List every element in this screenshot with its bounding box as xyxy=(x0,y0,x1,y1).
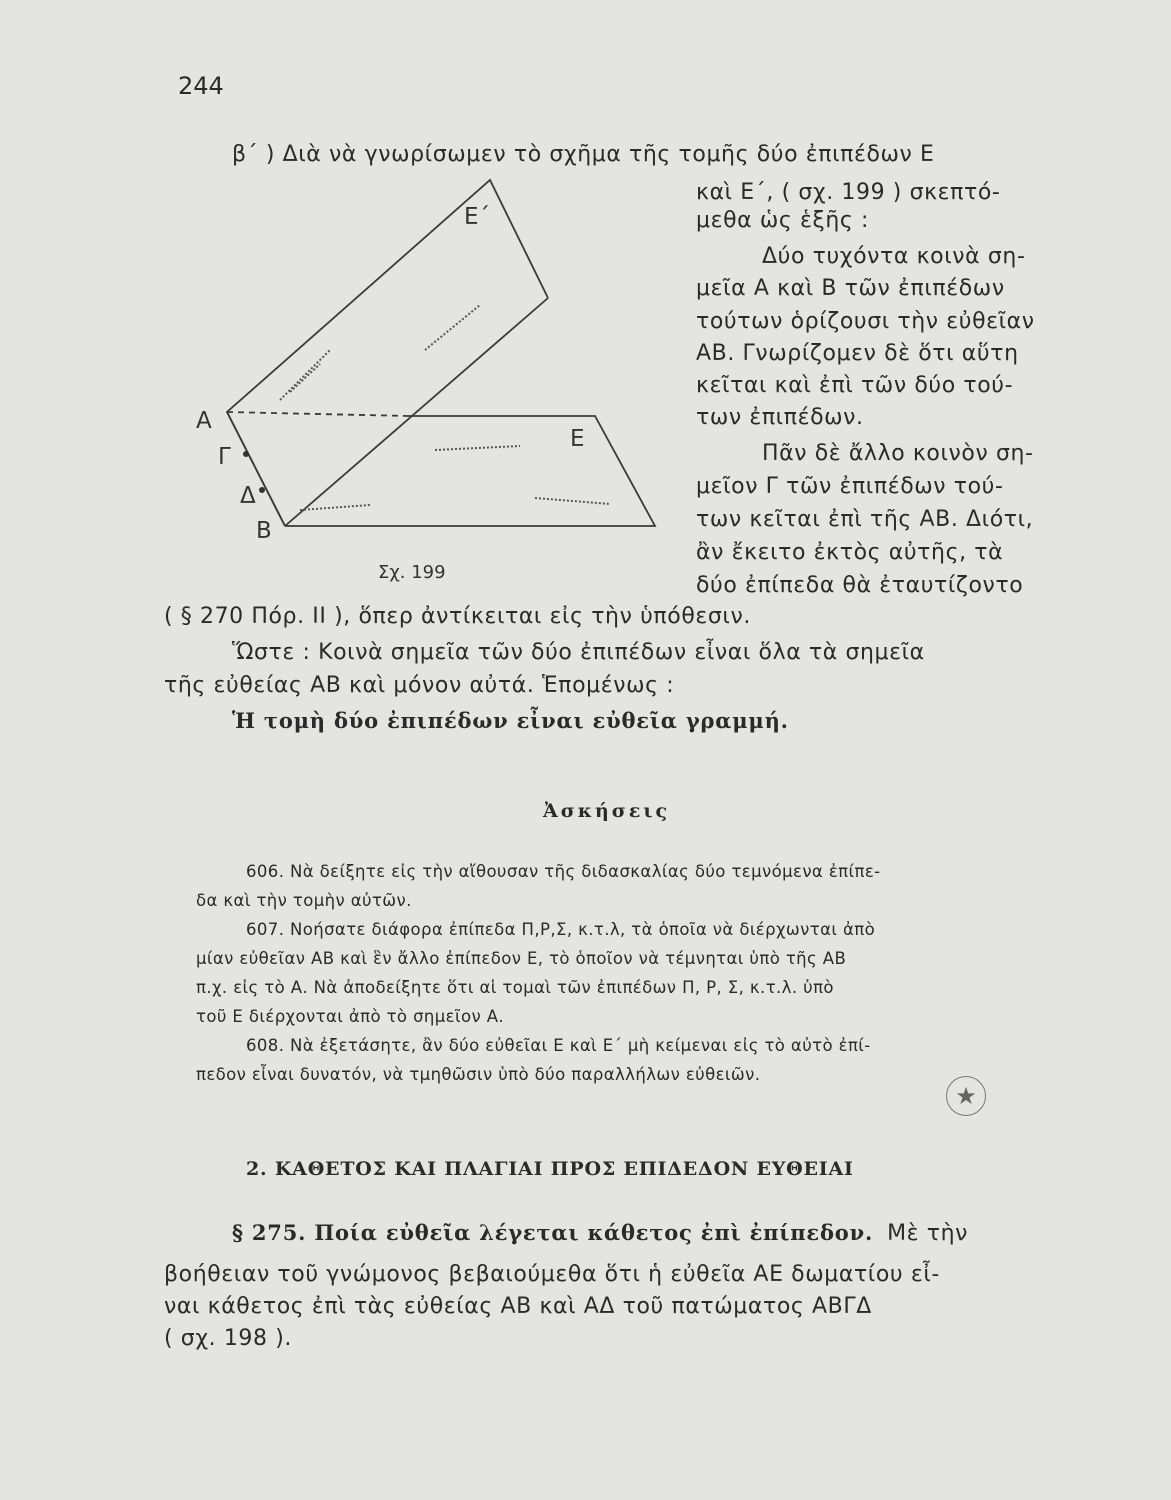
exercises-title: Ἀσκήσεις xyxy=(543,800,671,822)
exercise-line: μίαν εὐθεῖαν ΑΒ καὶ ἓν ἄλλο ἐπίπεδον Ε, τὸ ὁποῖον νὰ τέμνηται ὑπὸ τῆς ΑΒ xyxy=(196,949,847,968)
figure-caption: Σχ. 199 xyxy=(378,562,446,583)
exercise-line: πεδον εἶναι δυνατόν, νὰ τμηθῶσιν ὑπὸ δύο παραλλήλων εὐθειῶν. xyxy=(196,1065,761,1084)
text-line: Δύο τυχόντα κοινὰ ση- xyxy=(762,244,1026,269)
text-line: μεῖον Γ τῶν ἐπιπέδων τού- xyxy=(696,474,1004,499)
theorem-statement: Ἡ τομὴ δύο ἐπιπέδων εἶναι εὐθεῖα γραμμή. xyxy=(232,708,789,733)
line-ab xyxy=(227,412,285,526)
text-line: ( σχ. 198 ). xyxy=(164,1326,292,1351)
text-line: κεῖται καὶ ἐπὶ τῶν δύο τού- xyxy=(696,373,1014,398)
text-line: καὶ Ε΄, ( σχ. 199 ) σκεπτό- xyxy=(696,180,1001,205)
exercise-line: 607. Νοήσατε διάφορα ἐπίπεδα Π,Ρ,Σ, κ.τ.λ, τὰ ὁποῖα νὰ διέρχωνται ἀπὸ xyxy=(246,920,876,939)
exercise-line: 608. Νὰ ἐξετάσητε, ἂν δύο εὐθεῖαι Ε καὶ Ε΄ μὴ κείμεναι εἰς τὸ αὐτὸ ἐπί- xyxy=(246,1036,871,1055)
library-stamp: ★ xyxy=(946,1076,986,1116)
text-line: Ὥστε : Κοινὰ σημεῖα τῶν δύο ἐπιπέδων εἶναι ὅλα τὰ σημεῖα xyxy=(232,640,925,665)
text-line: βοήθειαν τοῦ γνώμονος βεβαιούμεθα ὅτι ἡ εὐθεῖα ΑΕ δωματίου εἶ- xyxy=(164,1262,940,1287)
label-e-prime: Ε΄ xyxy=(464,204,491,230)
section-heading: 2. ΚΑΘΕΤΟΣ ΚΑΙ ΠΛΑΓΙΑΙ ΠΡΟΣ ΕΠΙΔΕΔΟΝ ΕΥΘΕΙΑΙ xyxy=(246,1158,854,1180)
shading-mark xyxy=(535,498,610,504)
text-line: τῆς εὐθείας ΑΒ καὶ μόνον αὐτά. Ἑπομένως : xyxy=(164,673,675,698)
hidden-edge xyxy=(227,412,408,416)
exercise-line: δα καὶ τὴν τομὴν αὐτῶν. xyxy=(196,891,412,910)
text-line: ( § 270 Πόρ. ΙΙ ), ὅπερ ἀντίκειται εἰς τὴν ὑπόθεσιν. xyxy=(164,604,751,629)
point-g xyxy=(243,451,249,457)
text-line: μεῖα Α καὶ Β τῶν ἐπιπέδων xyxy=(696,276,1005,301)
label-b: Β xyxy=(256,518,272,544)
text-line: τούτων ὁρίζουσι τὴν εὐθεῖαν xyxy=(696,309,1035,334)
text-line: β΄ ) Διὰ νὰ γνωρίσωμεν τὸ σχῆμα τῆς τομῆς δύο ἐπιπέδων Ε xyxy=(232,142,935,167)
section-first-rest: Μὲ τὴν xyxy=(887,1221,969,1246)
shading-mark xyxy=(435,446,520,450)
label-e: Ε xyxy=(570,426,585,452)
text-line: των ἐπιπέδων. xyxy=(696,405,864,430)
plane-e-prime-outline xyxy=(227,180,548,526)
exercise-line: π.χ. εἰς τὸ Α. Νὰ ἀποδείξητε ὅτι αἱ τομαὶ τῶν ἐπιπέδων Π, Ρ, Σ, κ.τ.λ. ὑπὸ xyxy=(196,978,834,997)
text-line: μεθα ὡς ἑξῆς : xyxy=(696,208,869,233)
figure-199 xyxy=(190,170,680,590)
intersection-line-ab xyxy=(285,298,548,526)
text-line: ναι κάθετος ἐπὶ τὰς εὐθείας ΑΒ καὶ ΑΔ τοῦ πατώματος ΑΒΓΔ xyxy=(164,1294,872,1319)
section-first-line xyxy=(232,1220,968,1246)
shading-mark xyxy=(300,505,370,510)
label-g: Γ xyxy=(218,444,231,470)
section-bold-lead: § 275. Ποία εὐθεῖα λέγεται κάθετος ἐπὶ ἐπίπεδον. xyxy=(232,1220,874,1245)
exercise-line: 606. Νὰ δείξητε εἰς τὴν αἴθουσαν τῆς διδασκαλίας δύο τεμνόμενα ἐπίπε- xyxy=(246,862,881,881)
exercise-line: τοῦ Ε διέρχονται ἀπὸ τὸ σημεῖον Α. xyxy=(196,1007,505,1026)
text-line: των κεῖται ἐπὶ τῆς ΑΒ. Διότι, xyxy=(696,507,1034,532)
page-number: 244 xyxy=(178,72,224,100)
shading-mark xyxy=(290,364,320,392)
text-line: ΑΒ. Γνωρίζομεν δὲ ὅτι αὕτη xyxy=(696,341,1019,366)
text-line: ἂν ἔκειτο ἐκτὸς αὐτῆς, τὰ xyxy=(696,540,1004,565)
text-line: Πᾶν δὲ ἄλλο κοινὸν ση- xyxy=(762,441,1034,466)
shading-mark xyxy=(425,305,480,350)
label-d: Δ xyxy=(240,483,256,509)
label-a: Α xyxy=(196,408,212,434)
point-d xyxy=(259,487,265,493)
text-line: δύο ἐπίπεδα θὰ ἐταυτίζοντο xyxy=(696,573,1024,598)
plane-e-outline xyxy=(285,416,655,526)
